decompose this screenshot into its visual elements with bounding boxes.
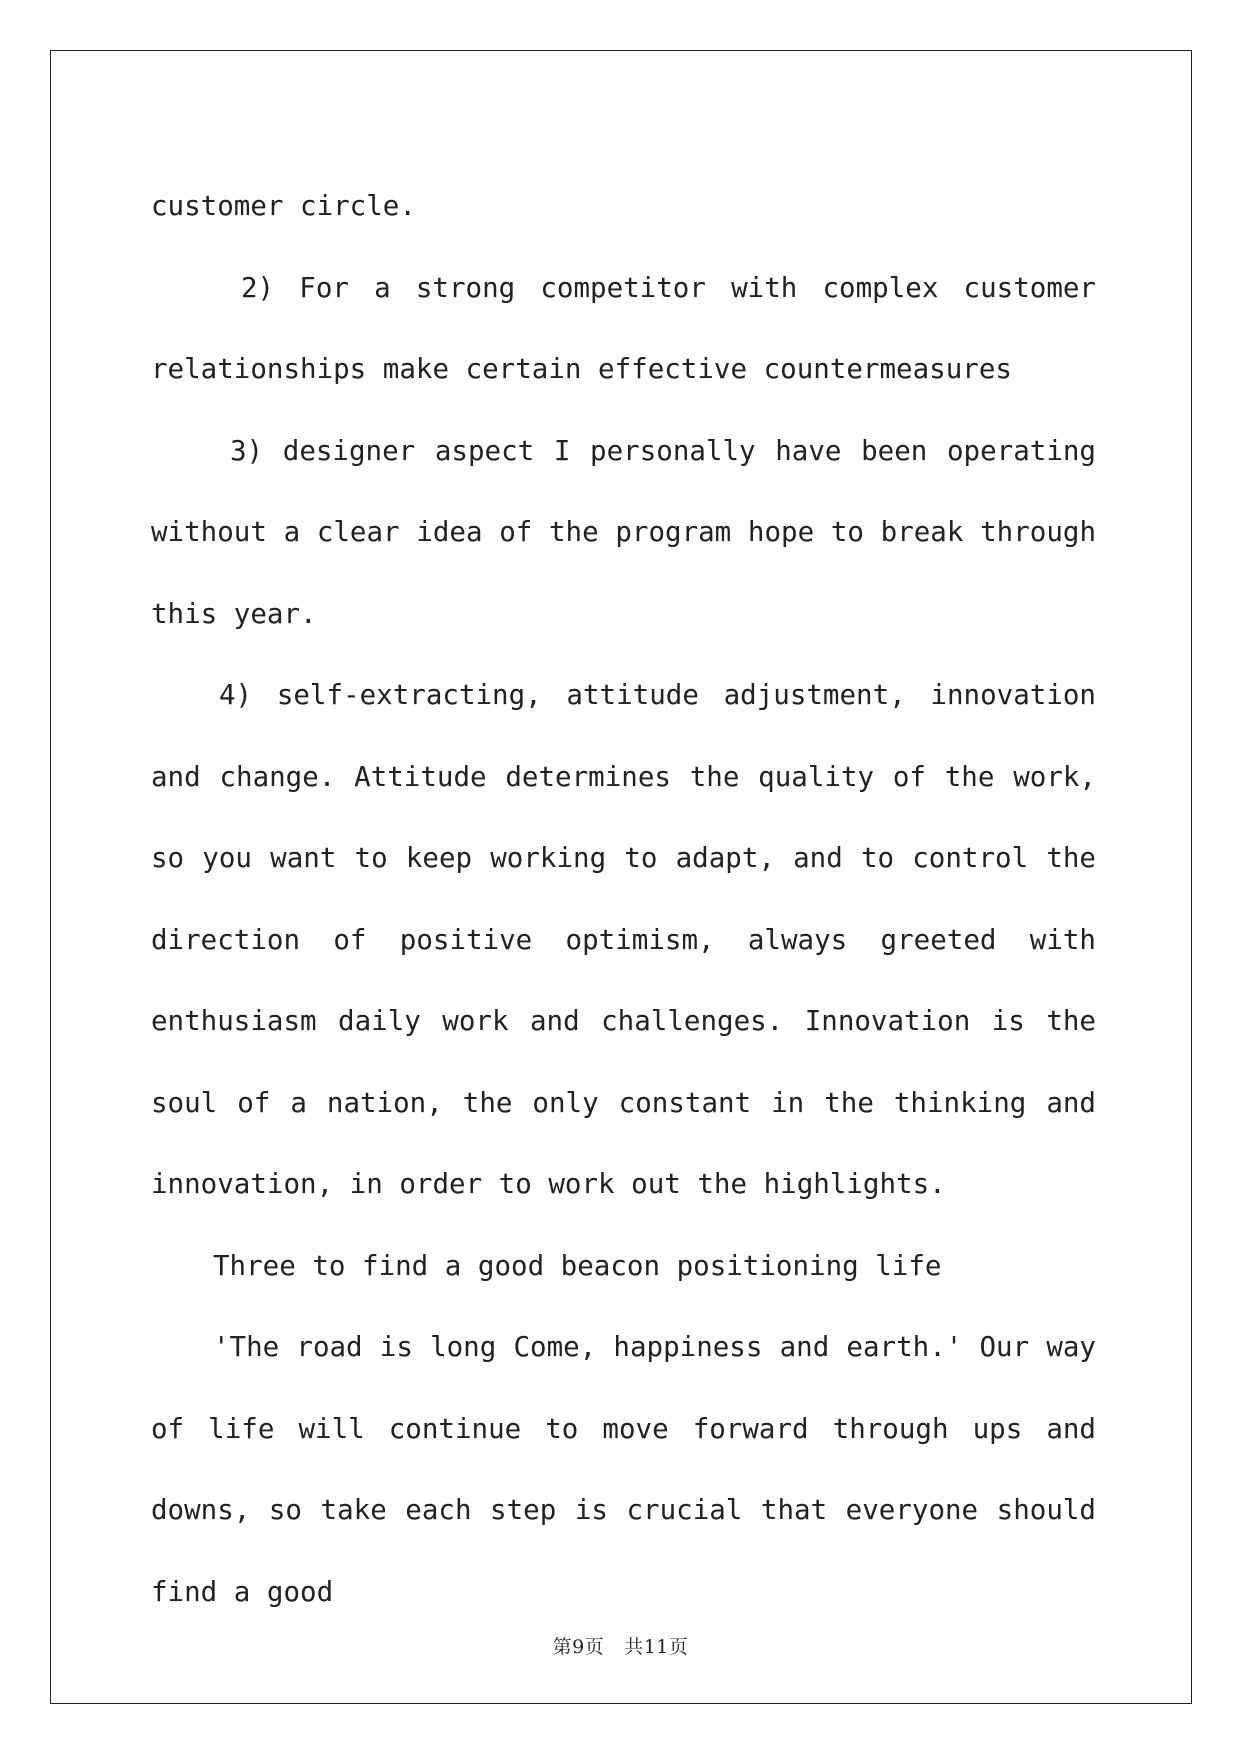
paragraph-body: 'The road is long Come, happiness and earth.' Our way of life will continue to move forward through ups and downs, so take each step is crucial that everyone should find a good <box>151 1331 1096 1608</box>
paragraph-continuation: customer circle. <box>151 190 416 222</box>
paragraph-heading: Three to find a good beacon positioning life <box>213 1249 942 1282</box>
paragraph-item-2: 2) For a strong competitor with complex customer relationships make certain effective countermeasures <box>151 271 1096 385</box>
page-footer <box>0 1632 1241 1659</box>
document-body <box>151 166 1096 1633</box>
paragraph-item-4: 4) self-extracting, attitude adjustment, innovation and change. Attitude determines the quality of the work, so you want to keep working to adapt, and to control the direction of positive optimism, always greeted with enthusiasm daily work and challenges. Innovation is the soul of a nation, the only constant in the thinking and innovation, in order to work out the highlights. <box>151 679 1096 1200</box>
page-total: 共11页 <box>624 1636 689 1658</box>
paragraph-item-3: 3) designer aspect I personally have been operating without a clear idea of the program hope to break through this year. <box>151 434 1096 630</box>
page-number: 第9页 <box>552 1636 605 1658</box>
